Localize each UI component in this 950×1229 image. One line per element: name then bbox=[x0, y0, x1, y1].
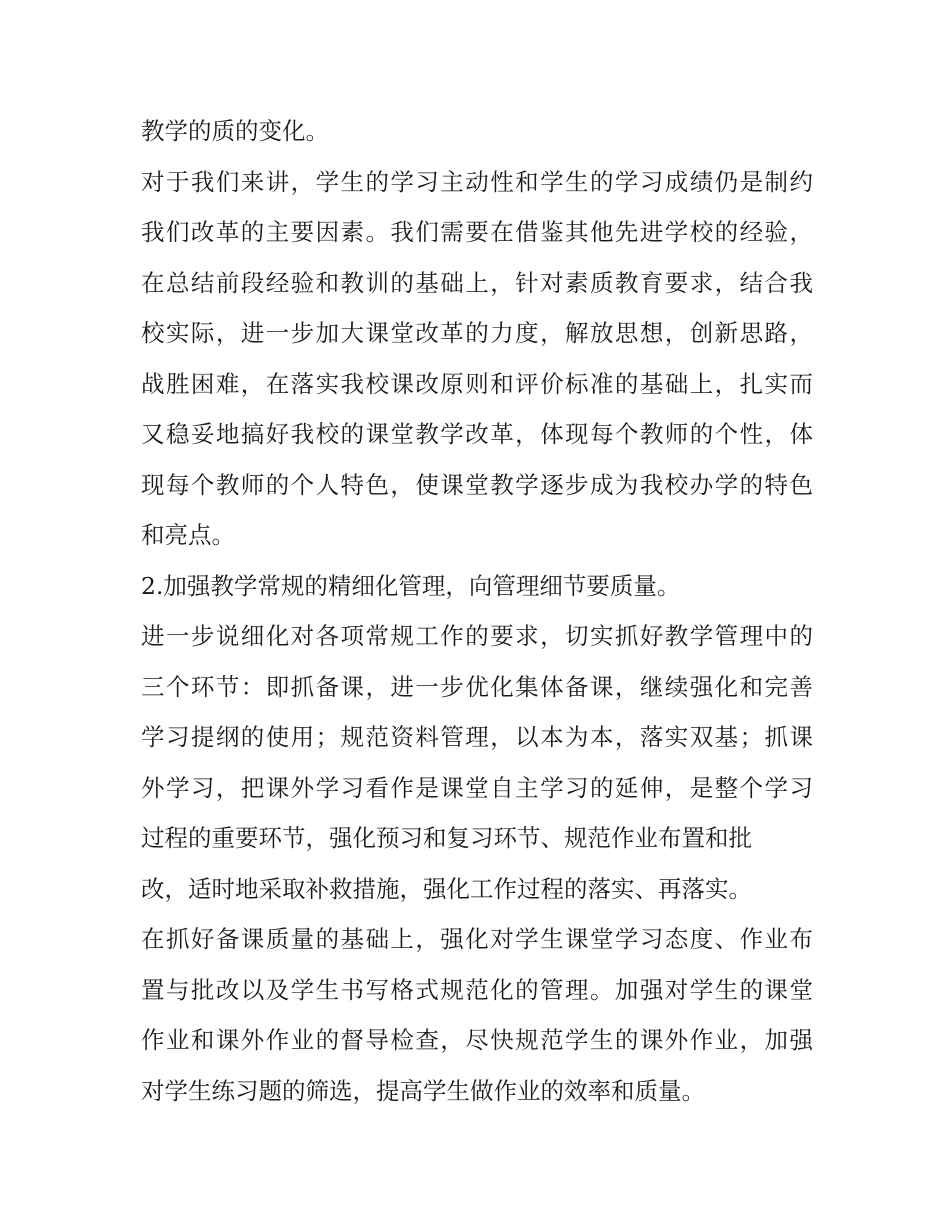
text-line: 在抓好备课质量的基础上，强化对学生课堂学习态度、作业布 bbox=[141, 925, 813, 953]
text-line: 战胜困难，在落实我校课改原则和评价标准的基础上，扎实而 bbox=[141, 369, 813, 398]
text-line: 外学习，把课外学习看作是课堂自主学习的延伸，是整个学习 bbox=[141, 773, 813, 802]
text-line: 现每个教师的个人特色，使课堂教学逐步成为我校办学的特色 bbox=[141, 470, 813, 499]
text-line: 和亮点。 bbox=[141, 521, 235, 549]
section-heading: 2.加强教学常规的精细化管理，向管理细节要质量。 bbox=[141, 571, 681, 600]
text-line: 对于我们来讲，学生的学习主动性和学生的学习成绩仍是制约 bbox=[141, 167, 813, 196]
text-line: 改，适时地采取补救措施，强化工作过程的落实、再落实。 bbox=[141, 874, 752, 903]
text-line: 学习提纲的使用；规范资料管理，以本为本，落实双基；抓课 bbox=[141, 723, 813, 751]
text-line: 在总结前段经验和教训的基础上，针对素质教育要求，结合我 bbox=[141, 268, 813, 297]
text-line: 对学生练习题的筛选，提高学生做作业的效率和质量。 bbox=[141, 1076, 705, 1105]
text-line: 教学的质的变化。 bbox=[141, 117, 329, 145]
text-line: 校实际，进一步加大课堂改革的力度，解放思想，创新思路， bbox=[141, 319, 813, 347]
text-line: 作业和课外作业的督导检查，尽快规范学生的课外作业，加强 bbox=[141, 1026, 813, 1054]
text-line: 进一步说细化对各项常规工作的要求，切实抓好教学管理中的 bbox=[141, 622, 813, 650]
text-line: 三个环节：即抓备课，进一步优化集体备课，继续强化和完善 bbox=[141, 672, 813, 701]
text-line: 又稳妥地搞好我校的课堂教学改革，体现每个教师的个性，体 bbox=[141, 420, 813, 448]
text-line: 置与批改以及学生书写格式规范化的管理。加强对学生的课堂 bbox=[141, 975, 813, 1004]
document-body bbox=[141, 106, 813, 1116]
text-line: 过程的重要环节，强化预习和复习环节、规范作业布置和批 bbox=[141, 824, 752, 852]
text-line: 我们改革的主要因素。我们需要在借鉴其他先进学校的经验， bbox=[141, 218, 813, 246]
